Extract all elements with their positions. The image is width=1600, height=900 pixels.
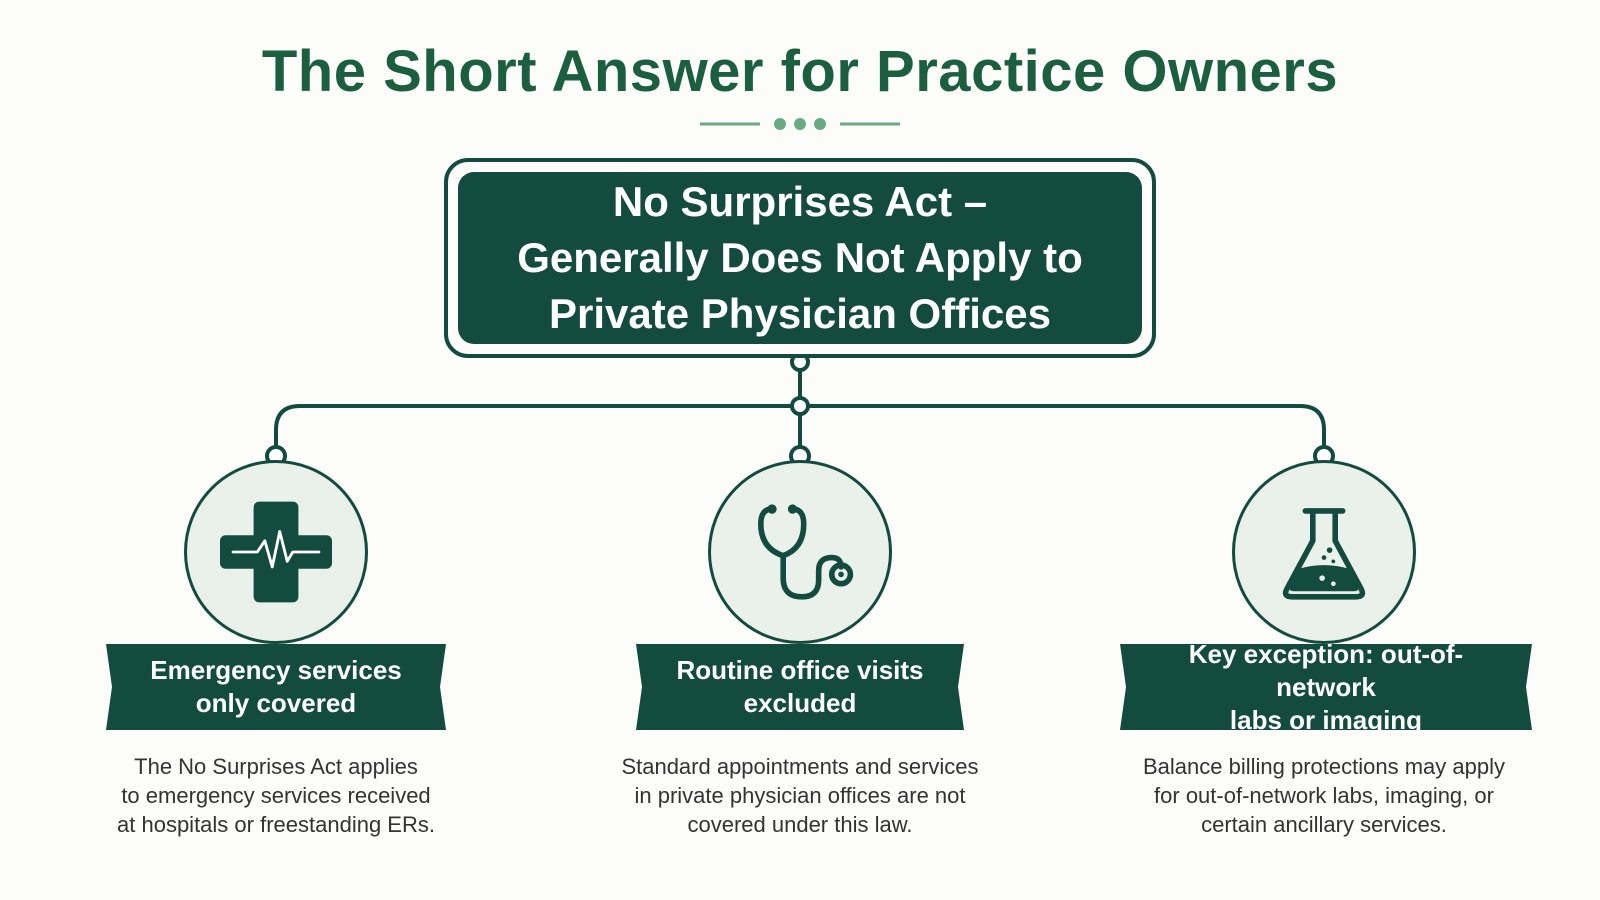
main-statement-text — [458, 172, 1142, 344]
exception-label-line-1: Key exception: out-of-network — [1188, 638, 1464, 702]
emergency-description — [86, 752, 466, 839]
routine-desc-line-2: in private physician offices are not — [634, 783, 966, 808]
emergency-icon-circle — [184, 460, 368, 644]
emergency-banner-label — [100, 644, 452, 730]
medical-cross-heartbeat-icon — [220, 496, 332, 608]
page-title: The Short Answer for Practice Owners — [261, 39, 1339, 104]
emergency-banner — [100, 644, 452, 730]
exception-label-line-2: labs or imaging — [1229, 704, 1423, 735]
routine-desc-line-1: Standard appointments and services — [621, 754, 979, 779]
exception-desc-line-1: Balance billing protections may apply — [1143, 754, 1505, 779]
exception-icon-circle — [1232, 460, 1416, 644]
routine-label-line-2: excluded — [743, 688, 857, 718]
lab-flask-icon — [1268, 496, 1380, 608]
exception-banner-label — [1114, 638, 1538, 735]
main-statement-line-3: Private Physician Offices — [549, 290, 1051, 337]
main-statement-box — [444, 158, 1156, 358]
emergency-desc-line-3: at hospitals or freestanding ERs. — [117, 812, 435, 837]
emergency-desc-line-1: The No Surprises Act applies — [134, 754, 418, 779]
exception-desc-line-2: for out-of-network labs, imaging, or — [1154, 783, 1494, 808]
exception-banner — [1114, 638, 1538, 735]
routine-label-line-1: Routine office visits — [676, 655, 924, 685]
routine-icon-circle — [708, 460, 892, 644]
exception-desc-line-3: certain ancillary services. — [1201, 812, 1447, 837]
routine-banner-label — [630, 644, 970, 730]
routine-description — [610, 752, 990, 839]
emergency-label-line-1: Emergency services — [150, 655, 402, 685]
emergency-label-line-2: only covered — [195, 688, 357, 718]
main-statement-line-1: No Surprises Act – — [612, 178, 988, 225]
main-statement-line-2: Generally Does Not Apply to — [517, 234, 1083, 281]
routine-banner — [630, 644, 970, 730]
stethoscope-icon — [744, 496, 856, 608]
emergency-desc-line-2: to emergency services received — [121, 783, 431, 808]
exception-description — [1134, 752, 1514, 839]
routine-desc-line-3: covered under this law. — [687, 812, 913, 837]
